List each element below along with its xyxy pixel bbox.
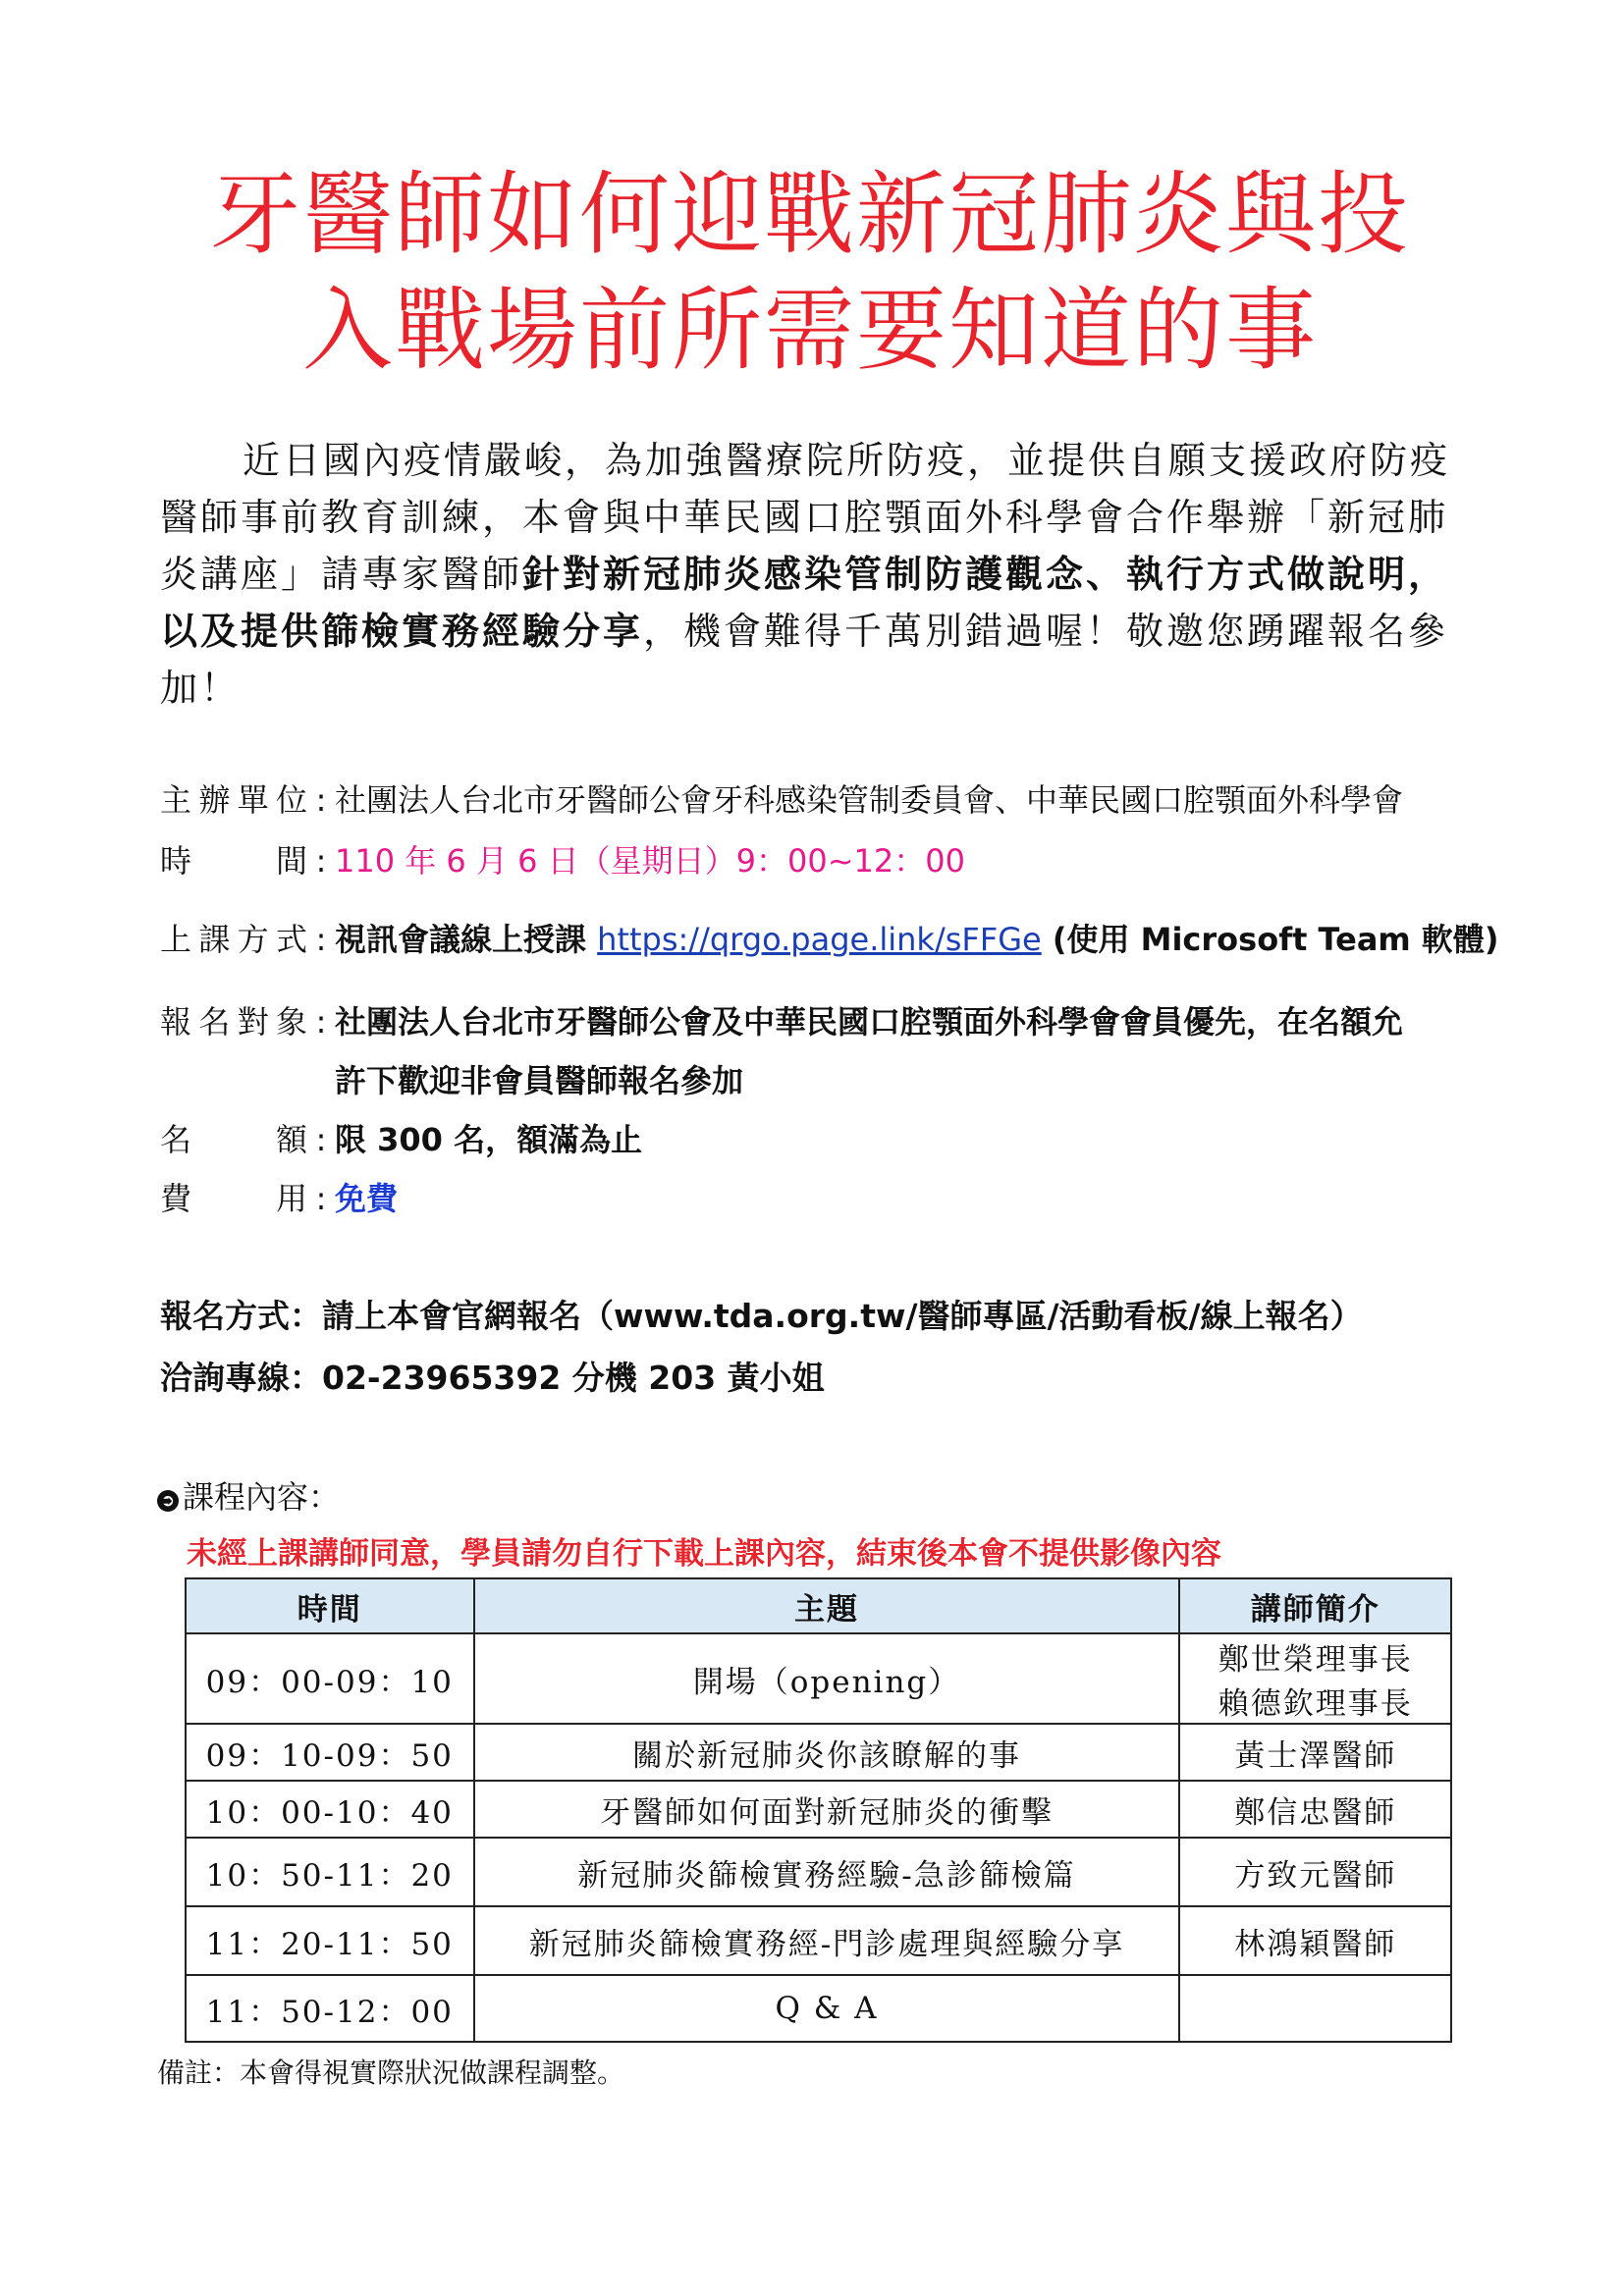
title-line-1: 牙醫師如何迎戰新冠肺炎與投 [209,162,1410,267]
row-topic: 新冠肺炎篩檢實務經驗-急診篩檢篇 [474,1838,1180,1906]
time-row: 時 間 : 110 年 6 月 6 日（星期日）9：00~12：00 [160,836,965,881]
row-topic: 新冠肺炎篩檢實務經-門診處理與經驗分享 [474,1906,1180,1975]
organizer-label: 主辦單位 [160,781,307,819]
footnote: 備註：本會得視實際狀況做課程調整。 [157,2056,625,2089]
intro-highlight: 針對新冠肺炎感染管制防護觀念、執行方式做說明，以及提供篩檢實務經驗分享 [160,552,1449,653]
registration-method: 報名方式：請上本會官網報名（www.tda.org.tw/醫師專區/活動看板/線上報名） [160,1297,1363,1335]
course-heading [157,1472,340,1518]
header-topic: 主題 [474,1578,1180,1633]
mode-suffix: (使用 Microsoft Team 軟體) [1041,921,1499,958]
row-speaker: 方致元醫師 [1179,1838,1451,1906]
time-label: 時 間 [160,842,307,880]
intro-text-2: ，機會難得千萬別錯過喔！敬邀您踴躍報名參加！ [160,610,1449,710]
quota-label: 名 額 [160,1121,307,1158]
fee-label: 費 用 [160,1180,307,1217]
row-topic: Q & A [474,1975,1180,2042]
audience-value-line2: 許下歡迎非會員醫師報名參加 [335,1062,744,1099]
time-value: 110 年 6 月 6 日（星期日）9：00~12：00 [335,842,965,880]
row-speaker [1179,1633,1451,1724]
row-topic: 關於新冠肺炎你該瞭解的事 [474,1724,1180,1781]
row-time: 09：00-09：10 [186,1633,474,1724]
table-header-row [186,1578,1451,1633]
quota-value: 限 300 名，額滿為止 [335,1121,643,1158]
row-time: 11：20-11：50 [186,1906,474,1975]
table-row [186,1906,1451,1975]
quota-row: 名 額 : 限 300 名，額滿為止 [160,1115,642,1160]
row-speaker: 鄭信忠醫師 [1179,1781,1451,1838]
course-heading-text: 課程內容： [183,1478,341,1516]
header-time: 時間 [186,1578,474,1633]
audience-row-cont [335,1056,743,1101]
header-speaker: 講師簡介 [1179,1578,1451,1633]
meeting-link[interactable]: https://qrgo.page.link/sFFGe [597,921,1042,958]
mode-row: 上課方式 : 視訊會議線上授課 https://qrgo.page.link/sFFGe (使用 Microsoft Team 軟體) [160,915,1499,960]
intro-text-1: 近日國內疫情嚴峻，為加強醫療院所防疫，並提供自願支援政府防疫醫師事前教育訓練，本會與中華民國口腔顎面外科學會合作舉辦「新冠肺炎講座」請專家醫師 [160,439,1451,596]
schedule-table [185,1577,1452,2043]
table-row [186,1975,1451,2042]
row-time: 09：10-09：50 [186,1724,474,1781]
row-speaker [1179,1975,1451,2042]
speaker-name: 鄭世榮理事長 [1217,1642,1413,1678]
audience-row: 報名對象 : 社團法人台北市牙醫師公會及中華民國口腔顎面外科學會會員優先，在名額允 [160,997,1403,1042]
mode-value: 視訊會議線上授課 [335,921,598,958]
row-time: 10：50-11：20 [186,1838,474,1906]
page-title [147,157,1473,389]
row-topic: 牙醫師如何面對新冠肺炎的衝擊 [474,1781,1180,1838]
organizer-row: 主辦單位 : 社團法人台北市牙醫師公會牙科感染管制委員會、中華民國口腔顎面外科學會 [160,775,1403,821]
fee-row: 費 用 : 免費 [160,1174,398,1219]
contact-line: 洽詢專線：02-23965392 分機 203 黃小姐 [160,1359,825,1397]
mode-label: 上課方式 [160,921,307,958]
table-row [186,1838,1451,1906]
row-speaker: 林鴻穎醫師 [1179,1906,1451,1975]
arrow-circle-icon: ➲ [157,1490,179,1512]
table-row [186,1724,1451,1781]
fee-value: 免費 [335,1180,399,1217]
speaker-name: 賴德欽理事長 [1217,1686,1413,1722]
intro-paragraph [160,432,1481,717]
table-row [186,1633,1451,1724]
audience-label: 報名對象 [160,1003,307,1041]
organizer-value: 社團法人台北市牙醫師公會牙科感染管制委員會、中華民國口腔顎面外科學會 [335,781,1404,819]
row-speaker: 黃士澤醫師 [1179,1724,1451,1781]
row-time: 11：50-12：00 [186,1975,474,2042]
copyright-warning: 未經上課講師同意，學員請勿自行下載上課內容，結束後本會不提供影像內容 [187,1536,1221,1572]
audience-value-line1: 社團法人台北市牙醫師公會及中華民國口腔顎面外科學會會員優先，在名額允 [335,1003,1404,1041]
table-row [186,1781,1451,1838]
row-time: 10：00-10：40 [186,1781,474,1838]
title-line-2: 入戰場前所需要知道的事 [301,278,1318,383]
row-topic: 開場（opening） [474,1633,1180,1724]
